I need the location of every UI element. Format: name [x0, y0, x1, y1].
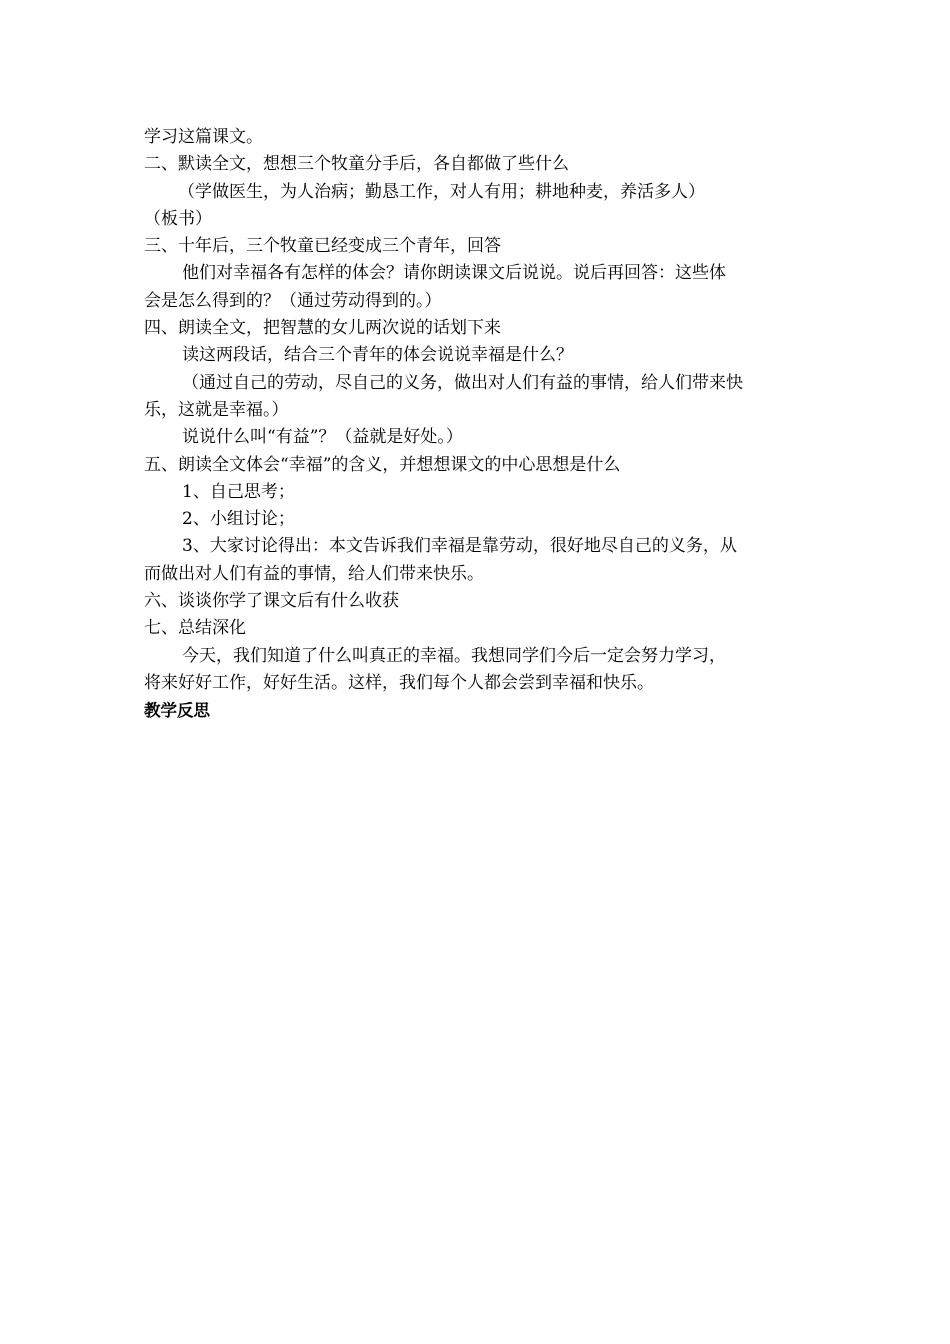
text-line: 会是怎么得到的？（通过劳动得到的。）	[144, 290, 442, 311]
text-line: 他们对幸福各有怎样的体会？请你朗读课文后说说。说后再回答：这些体	[182, 263, 726, 284]
text-line: （板书）	[144, 208, 212, 229]
list-item: 3、大家讨论得出：本文告诉我们幸福是靠劳动，很好地尽自己的义务，从	[182, 536, 737, 557]
document-body	[144, 124, 808, 725]
text-line: 将来好好工作，好好生活。这样，我们每个人都会尝到幸福和快乐。	[144, 672, 654, 693]
text-line: （学做医生，为人治病；勤恳工作，对人有用；耕地种麦，养活多人）	[178, 181, 705, 202]
list-item: 1、自己思考；	[182, 481, 295, 502]
section-heading-2: 二、默读全文，想想三个牧童分手后，各自都做了些什么	[144, 154, 569, 175]
text-line: （通过自己的劳动，尽自己的义务，做出对人们有益的事情，给人们带来快	[182, 372, 743, 393]
text-line: 读这两段话，结合三个青年的体会说说幸福是什么？	[182, 345, 573, 366]
section-heading-7: 七、总结深化	[144, 618, 246, 639]
text-line: 今天，我们知道了什么叫真正的幸福。我想同学们今后一定会努力学习，	[182, 645, 726, 666]
text-line: 而做出对人们有益的事情，给人们带来快乐。	[144, 563, 484, 584]
text-line: 乐，这就是幸福。）	[144, 399, 289, 420]
reflection-heading: 教学反思	[144, 701, 210, 721]
section-heading-6: 六、谈谈你学了课文后有什么收获	[144, 591, 399, 612]
text-line: 说说什么叫“有益”？（益就是好处。）	[182, 427, 463, 448]
list-item: 2、小组讨论；	[182, 509, 295, 530]
section-heading-3: 三、十年后，三个牧童已经变成三个青年，回答	[144, 236, 501, 257]
section-heading-5: 五、朗读全文体会“幸福”的含义，并想想课文的中心思想是什么	[144, 454, 621, 475]
section-heading-4: 四、朗读全文，把智慧的女儿两次说的话划下来	[144, 318, 501, 339]
text-line: 学习这篇课文。	[144, 127, 263, 147]
